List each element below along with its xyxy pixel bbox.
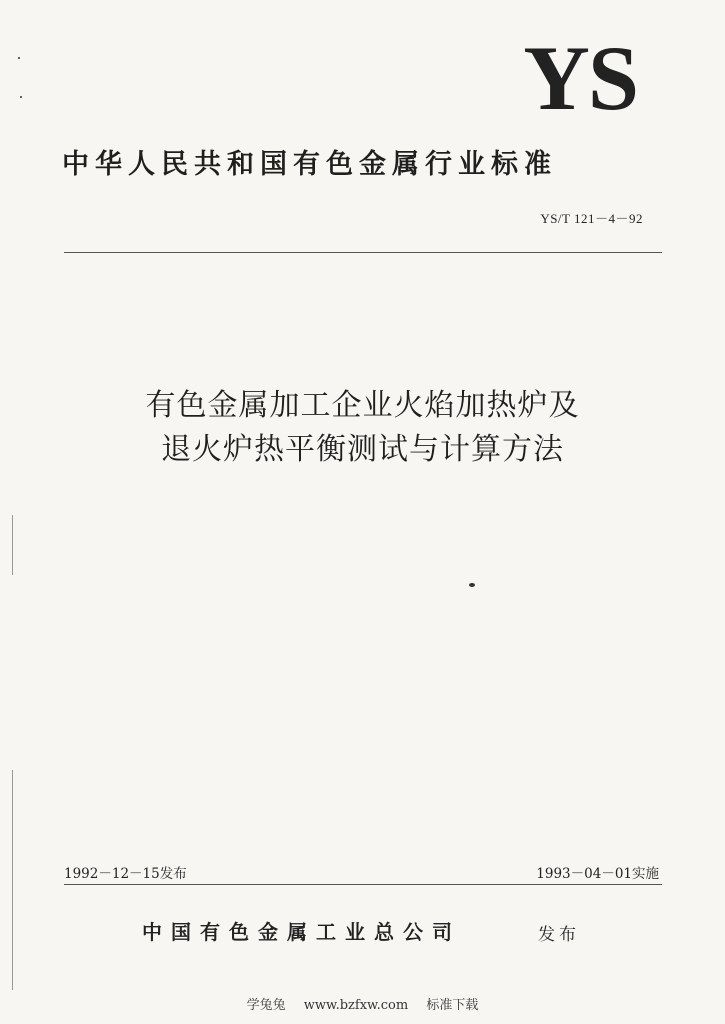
- top-divider: [64, 252, 662, 253]
- document-title-line-2: 退火炉热平衡测试与计算方法: [161, 432, 564, 467]
- scan-speck: [469, 583, 475, 587]
- publisher-name: 中国有色金属工业总公司: [142, 920, 461, 944]
- org-standard-title: 中华人民共和国有色金属行业标准: [62, 149, 557, 180]
- footer-site-name: 学兔兔: [246, 998, 286, 1013]
- standard-code: YS/T 121－4－92: [540, 211, 643, 226]
- issue-date: 1992－12－15发布: [64, 866, 187, 882]
- publish-label: 发布: [538, 925, 580, 945]
- scan-edge-mark: [12, 770, 13, 990]
- bottom-divider: [64, 884, 662, 885]
- document-title-line-1: 有色金属加工企业火焰加热炉及: [145, 388, 580, 423]
- footer-tagline: 标准下载: [426, 998, 479, 1013]
- ys-logo: YS: [523, 27, 637, 129]
- footer-watermark: [0, 994, 725, 1013]
- footer-url[interactable]: www.bzfxw.com: [303, 998, 409, 1013]
- scan-speck: [20, 96, 22, 98]
- implementation-date: 1993－04－01实施: [536, 866, 659, 882]
- scan-edge-mark: [12, 515, 13, 575]
- scan-speck: [18, 57, 20, 59]
